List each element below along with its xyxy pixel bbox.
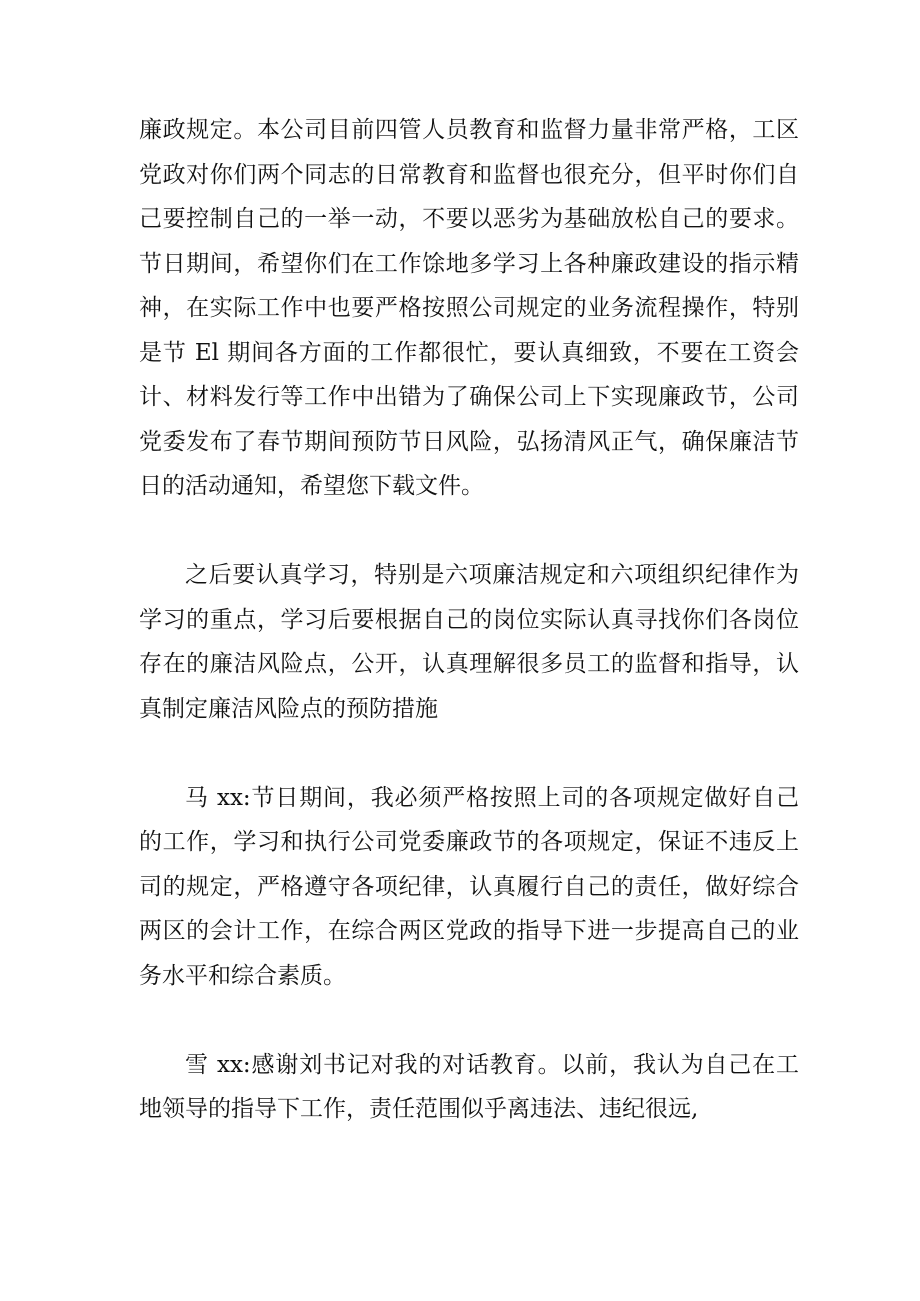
paragraph-3: [139, 776, 799, 999]
text-line: 之后要认真学习，特别是六项廉洁规定和六项组织纪律作为: [185, 562, 799, 588]
text-line: 节日期间，希望你们在工作馀地多学习上各种廉政建设的指示精: [139, 250, 799, 277]
paragraph-1: [139, 108, 799, 509]
text-line: 计、材料发行等工作中出错为了确保公司上下实现廉政节，公司: [139, 384, 799, 410]
text-line: 日的活动通知，希望您下载文件。: [139, 473, 484, 499]
text-line: 学习的重点，学习后要根据自己的岗位实际认真寻找你们各岗位: [139, 606, 799, 633]
text-line: 地领导的指导下工作，责任范围似乎离违法、违纪很远,: [139, 1096, 699, 1122]
text-line: 己要控制自己的一举一动，不要以恶劣为基础放松自己的要求。: [139, 206, 799, 232]
text-line: 的工作，学习和执行公司党委廉政节的各项规定，保证不违反上: [139, 829, 799, 855]
paragraph-4: [139, 1043, 799, 1132]
paragraph-2: [139, 553, 799, 731]
document-body: [139, 108, 799, 1132]
text-line: 神，在实际工作中也要严格按照公司规定的业务流程操作，特别: [139, 295, 799, 321]
text-line: 务水平和综合素质。: [139, 962, 346, 989]
text-line: 党政对你们两个同志的日常教育和监督也很充分，但平时你们自: [139, 161, 799, 188]
text-line: 是节 El 期间各方面的工作都很忙，要认真细致，不要在工资会: [139, 339, 799, 366]
text-line: 真制定廉洁风险点的预防措施: [139, 695, 438, 722]
text-line: 廉政规定。本公司目前四管人员教育和监督力量非常严格，工区: [139, 117, 799, 143]
text-line: 两区的会计工作，在综合两区党政的指导下进一步提高自己的业: [139, 918, 799, 944]
text-line: 司的规定，严格遵守各项纪律，认真履行自己的责任，做好综合: [139, 873, 799, 900]
text-line: 党委发布了春节期间预防节日风险，弘扬清风正气，确保廉洁节: [139, 428, 799, 455]
text-line: 马 xx:节日期间，我必须严格按照上司的各项规定做好自己: [185, 784, 799, 811]
text-line: 存在的廉洁风险点，公开，认真理解很多员工的监督和指导，认: [139, 651, 799, 677]
text-line: 雪 xx:感谢刘书记对我的对话教育。以前，我认为自己在工: [185, 1051, 799, 1078]
